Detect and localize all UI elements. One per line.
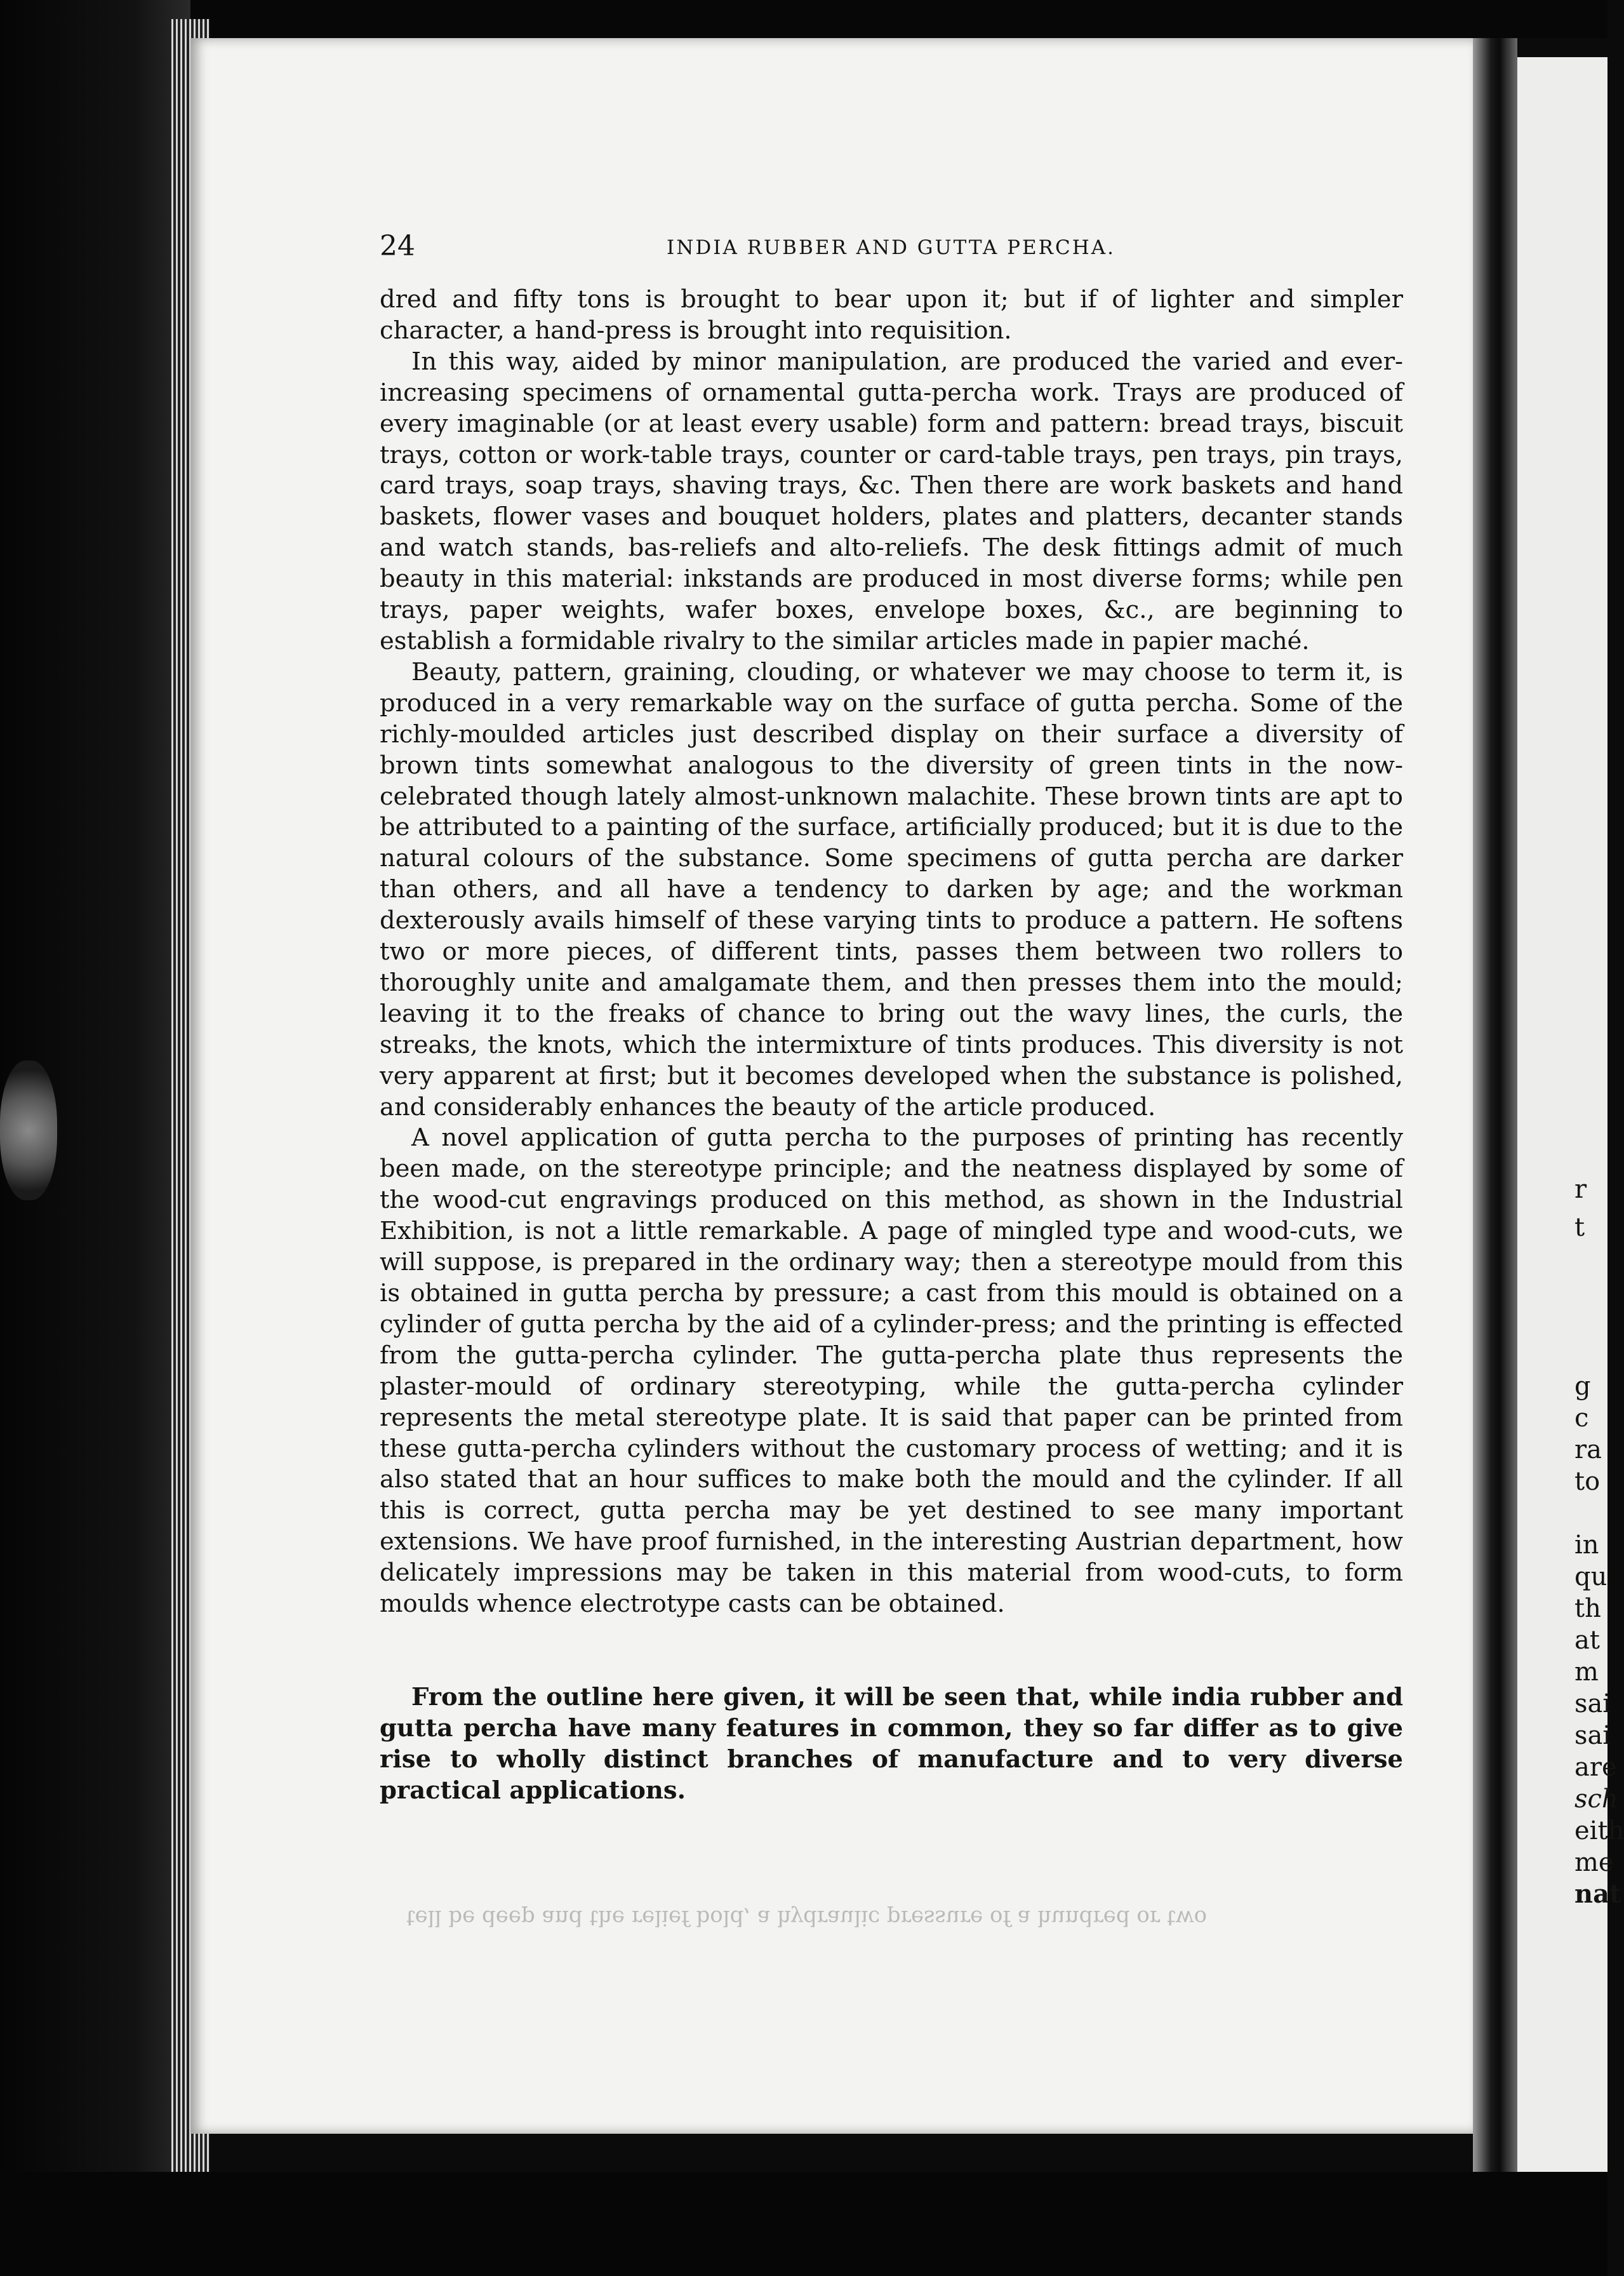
paragraph: Beauty, pattern, graining, clouding, or whatever we may choose to term it, is produced in a very remarkable way on the surface of gutta percha. Some of the richly-moulded articles just described display on their surface a diversity of brown tints somewhat analogous to the diversity of green tints in the now-celebrated though lately almost-unknown malachite. These brown tints are apt to be attributed to a painting of the surface, artificially produced; but it is due to the natural colours of the substance. Some specimens of gutta percha are darker than others, and all have a tendency to darken by age; and the workman dexterously avails himself of these varying tints to produce a pattern. He softens two or more pieces, of different tints, passes them between two rollers to thoroughly unite and amalgamate them, and then presses them into the mould; leaving it to the freaks of chance to bring out the wavy lines, the curls, the streaks, the knots, which the intermixture of tints produces. This diversity is not very apparent at first; but it becomes developed when the substance is polished, and considerably enhances the beauty of the article produced. bbox=[380, 657, 1403, 1121]
bleed-through-text: tell be deep and the relief bold, a hydraulic pressure of a hundred or two bbox=[406, 1905, 1208, 1931]
paragraph: A novel application of gutta percha to the purposes of printing has recently been made, on the stereotype principle; and the neatness displayed by some of the wood-cut engravings produced on this method, as shown in the Industrial Exhibition, is not a little remarkable. A page of mingled type and wood-cuts, we will suppose, is prepared in the ordinary way; then a stereotype mould from this is obtained in gutta percha by pressure; a cast from this mould is obtained on a cylinder of gutta percha by the aid of a cylinder-press; and the printing is effected from the gutta-percha cylinder. The gutta-percha plate thus represents the plaster-mould of ordinary stereotyping, while the gutta-percha cylinder represents the metal stereotype plate. It is said that paper can be printed from these gutta-percha cylinders without the customary process of wetting; and it is also stated that an hour suffices to make both the mould and the cylinder. If all this is correct, gutta percha may be yet destined to see many important extensions. We have proof furnished, in the interesting Austrian department, how delicately impressions may be taken in this material from wood-cuts, to form moulds whence electrotype casts can be obtained. bbox=[380, 1123, 1403, 1619]
book-gutter bbox=[1473, 38, 1517, 2172]
facing-fragment: sch bbox=[1574, 1784, 1618, 1814]
body-text bbox=[380, 284, 1403, 1807]
facing-fragment: eith bbox=[1574, 1816, 1624, 1845]
facing-fragment: at bbox=[1574, 1626, 1600, 1655]
paragraph: In this way, aided by minor manipulation, are produced the varied and ever-increasing specimens of ornamental gutta-percha work. Trays are produced of every imaginable (or at least every usable) form and pattern: bread trays, biscuit trays, cotton or work-table trays, counter or card-table trays, pen trays, pin trays, card trays, soap trays, shaving trays, &c. Then there are work baskets and hand baskets, flower vases and bouquet holders, plates and platters, decanter stands and watch stands, bas-reliefs and alto-reliefs. The desk fittings admit of much beauty in this material: inkstands are produced in most diverse forms; while pen trays, paper weights, wafer boxes, envelope boxes, &c., are beginning to establish a formidable rivalry to the similar articles made in papier maché. bbox=[380, 347, 1403, 655]
scan-top-border bbox=[0, 0, 1607, 38]
running-head: INDIA RUBBER AND GUTTA PERCHA. bbox=[667, 236, 1115, 259]
facing-fragment: t bbox=[1574, 1213, 1585, 1242]
facing-fragment: me bbox=[1574, 1848, 1614, 1877]
facing-fragment: g bbox=[1574, 1372, 1591, 1401]
scan-bottom-border bbox=[0, 2172, 1607, 2276]
facing-fragment: m bbox=[1574, 1657, 1599, 1687]
facing-fragment: th bbox=[1574, 1594, 1601, 1623]
facing-fragment: qu bbox=[1574, 1562, 1607, 1591]
paragraph: dred and fifty tons is brought to bear upon it; but if of lighter and simpler character, a hand-press is brought into requisition. bbox=[380, 285, 1403, 345]
page-number: 24 bbox=[380, 230, 415, 262]
facing-fragment: ra bbox=[1574, 1435, 1602, 1464]
film-smudge bbox=[0, 1061, 57, 1200]
closing-paragraph: From the outline here given, it will be seen that, while india rubber and gutta percha have many features in common, they so far differ as to give rise to wholly distinct branches of manufacture and to very diverse practical applications. bbox=[380, 1682, 1403, 1805]
facing-fragment: are bbox=[1574, 1753, 1617, 1782]
facing-fragment: r bbox=[1574, 1175, 1587, 1204]
facing-fragment: sai bbox=[1574, 1721, 1611, 1750]
facing-fragment: to bbox=[1574, 1467, 1601, 1496]
facing-fragment: sai bbox=[1574, 1689, 1611, 1718]
facing-fragment: nat bbox=[1574, 1879, 1621, 1909]
facing-fragment: in bbox=[1574, 1530, 1599, 1560]
facing-fragment: c bbox=[1574, 1403, 1589, 1433]
